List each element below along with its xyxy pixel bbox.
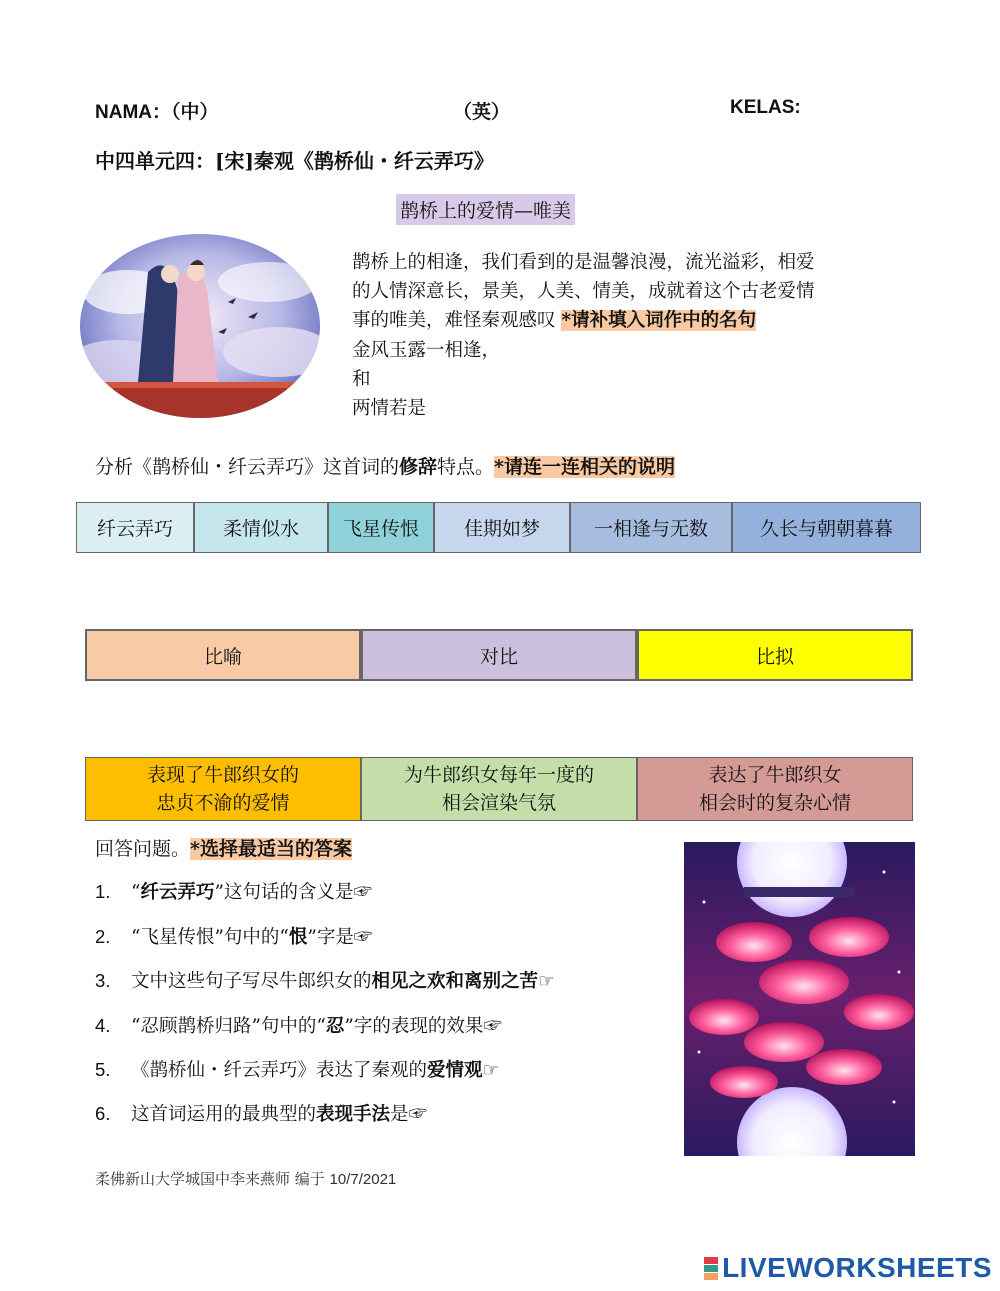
intro-line-1: 鹊桥上的相逢，我们看到的是温馨浪漫，流光溢彩，相爱 xyxy=(352,252,815,273)
intro-line-2: 的人情深意长，景美，人美、情美，成就着这个古老爱情 xyxy=(352,281,815,302)
analysis-bold: 修辞 xyxy=(399,456,438,478)
question-keyword: 爱情观 xyxy=(427,1060,483,1081)
name-field xyxy=(95,97,219,124)
effect-row xyxy=(85,757,913,821)
question-number: 5. xyxy=(95,1059,111,1080)
question-text: “飞星传恨”句中的“ xyxy=(131,927,289,948)
live-logo-icon xyxy=(704,1257,718,1280)
liveworksheets-logo[interactable] xyxy=(704,1252,992,1284)
answer-instruction: *选择最适当的答案 xyxy=(190,838,352,860)
logo-text: LIVEWORKSHEETS xyxy=(722,1252,992,1283)
answer-prompt-text: 回答问题。 xyxy=(95,838,191,860)
intro-line-3: 事的唯美，难怪秦观感叹 xyxy=(352,310,556,331)
effect-line: 表现了牛郎织女的 xyxy=(146,764,299,786)
question-text: “忍顾鹊桥归路”句中的“ xyxy=(131,1016,326,1037)
footer-credit xyxy=(95,1168,396,1189)
name-en-label: （英） xyxy=(453,102,511,123)
device-cell[interactable]: 比拟 xyxy=(637,629,913,681)
question-number: 3. xyxy=(95,970,111,991)
verse-lines xyxy=(352,336,500,423)
footer-date: 10/7/2021 xyxy=(329,1171,397,1188)
device-cell[interactable]: 比喻 xyxy=(85,629,361,681)
device-cell[interactable]: 对比 xyxy=(361,629,637,681)
phrase-cell[interactable]: 久长与朝朝暮暮 xyxy=(732,502,921,553)
pointing-hand-icon[interactable]: ☞ xyxy=(353,882,372,903)
lovers-illustration xyxy=(78,232,322,420)
question-text: “ xyxy=(131,882,141,903)
effect-cell[interactable] xyxy=(637,757,913,821)
answer-prompt xyxy=(95,834,352,861)
phrase-row xyxy=(76,502,921,553)
analysis-prefix: 分析《鹊桥仙・纤云弄巧》这首词的 xyxy=(95,456,400,478)
question-keyword: 表现手法 xyxy=(316,1104,391,1125)
effect-line: 表达了牛郎织女 xyxy=(708,764,842,786)
pointing-hand-icon[interactable]: ☞ xyxy=(482,1060,500,1081)
analysis-suffix: 特点。 xyxy=(437,456,495,478)
question-keyword: 离别之苦 xyxy=(464,971,539,992)
pointing-hand-icon[interactable]: ☞ xyxy=(408,1104,428,1125)
question-keyword: 和 xyxy=(445,971,465,992)
effect-line: 忠贞不渝的爱情 xyxy=(156,792,290,814)
question-text: 《鹊桥仙・纤云弄巧》表达了秦观的 xyxy=(131,1060,428,1081)
verse-line-3: 两情若是 xyxy=(352,398,427,419)
question-keyword: 相见之欢 xyxy=(371,971,446,992)
question-number: 1. xyxy=(95,881,111,902)
class-label: KELAS: xyxy=(730,97,801,118)
pointing-hand-icon[interactable]: ☞ xyxy=(353,927,373,948)
question-4 xyxy=(95,1012,502,1038)
moon-lotus-illustration xyxy=(684,842,915,1156)
question-6 xyxy=(95,1100,427,1126)
analysis-heading xyxy=(95,452,675,479)
verse-line-2: 和 xyxy=(352,369,371,390)
footer-author: 柔佛新山大学城国中李来燕师 编于 xyxy=(95,1170,330,1188)
phrase-cell[interactable]: 飞星传恨 xyxy=(328,502,434,553)
phrase-cell[interactable]: 佳期如梦 xyxy=(434,502,570,553)
match-instruction: *请连一连相关的说明 xyxy=(494,456,675,478)
question-text: 文中这些句子写尽牛郎织女的 xyxy=(131,971,372,992)
pointing-hand-icon[interactable]: ☞ xyxy=(483,1016,502,1037)
question-2 xyxy=(95,923,372,949)
question-number: 4. xyxy=(95,1015,111,1036)
fill-in-instruction: *请补填入词作中的名句 xyxy=(561,310,757,331)
question-keyword: 忍 xyxy=(325,1016,345,1037)
question-3 xyxy=(95,967,555,993)
intro-paragraph xyxy=(352,248,922,335)
verse-line-1: 金风玉露一相逢， xyxy=(352,340,501,361)
question-number: 2. xyxy=(95,926,111,947)
question-text: 是 xyxy=(390,1104,409,1125)
question-5 xyxy=(95,1056,499,1082)
question-1 xyxy=(95,878,372,904)
effect-line: 相会渲染气氛 xyxy=(441,792,556,814)
question-text: ”字是 xyxy=(307,927,354,948)
phrase-cell[interactable]: 纤云弄巧 xyxy=(76,502,194,553)
question-text: ”字的表现的效果 xyxy=(344,1016,484,1037)
section-subtitle: 鹊桥上的爱情—唯美 xyxy=(396,194,575,225)
phrase-cell[interactable]: 一相逢与无数 xyxy=(570,502,732,553)
name-zh-label: （中） xyxy=(171,102,219,123)
effect-line: 相会时的复杂心情 xyxy=(698,792,851,814)
phrase-cell[interactable]: 柔情似水 xyxy=(194,502,328,553)
question-keyword: 恨 xyxy=(288,927,308,948)
question-text: ”这句话的含义是 xyxy=(214,882,354,903)
pointing-hand-icon[interactable]: ☞ xyxy=(538,971,555,992)
effect-line: 为牛郎织女每年一度的 xyxy=(403,764,594,786)
question-number: 6. xyxy=(95,1103,111,1124)
name-label: NAMA： xyxy=(95,102,171,123)
question-text: 这首词运用的最典型的 xyxy=(131,1104,317,1125)
effect-cell[interactable] xyxy=(361,757,637,821)
device-row xyxy=(85,629,913,681)
effect-cell[interactable] xyxy=(85,757,361,821)
question-keyword: 纤云弄巧 xyxy=(140,882,215,903)
page-title: 中四单元四：[宋]秦观《鹊桥仙・纤云弄巧》 xyxy=(95,149,494,173)
